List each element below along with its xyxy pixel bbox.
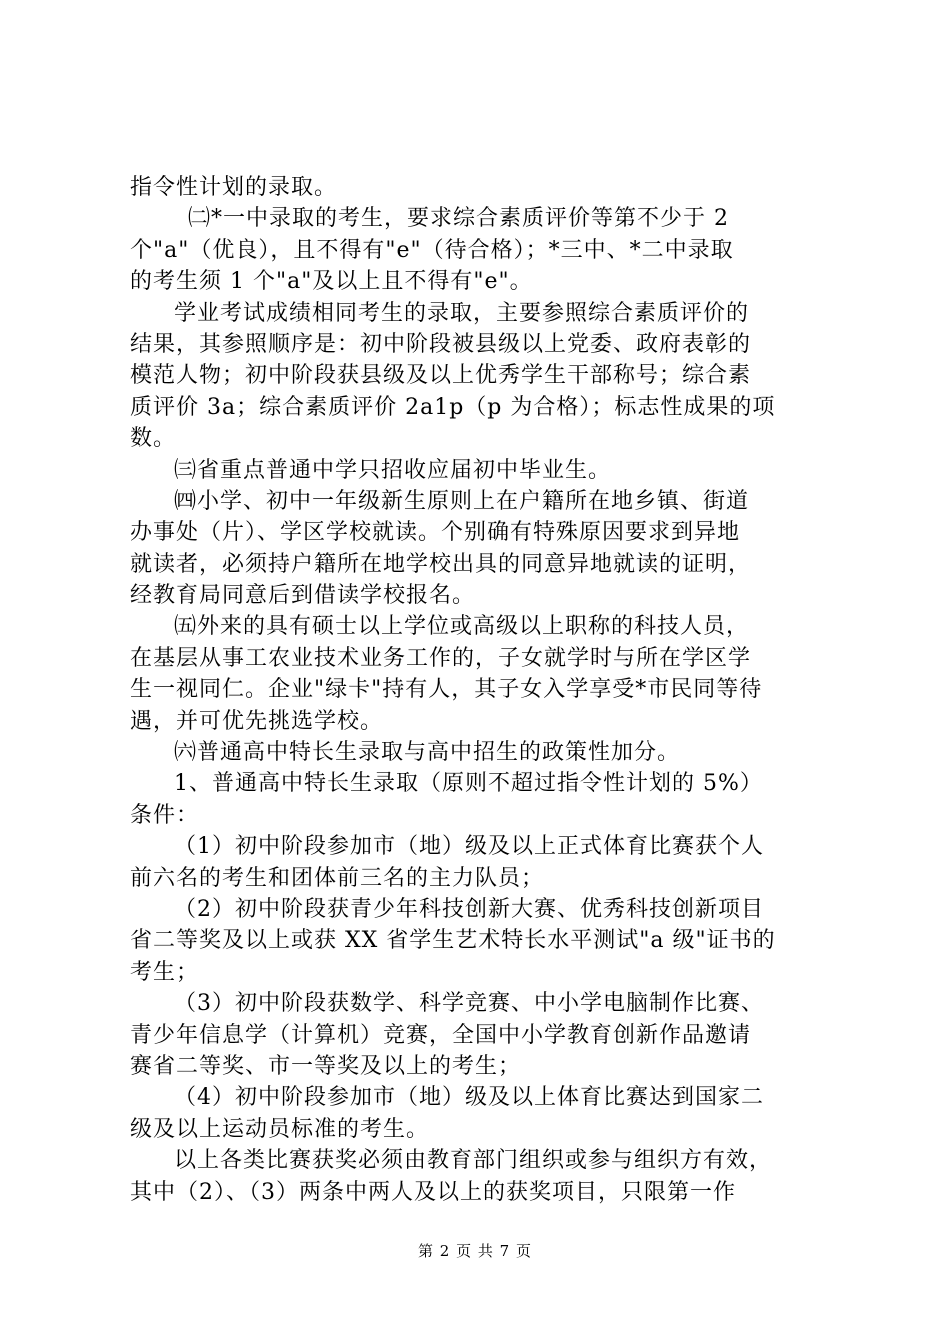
text-line: 赛省二等奖、市一等奖及以上的考生； xyxy=(130,1053,522,1079)
page-footer: 第 2 页 共 7 页 xyxy=(418,1242,532,1260)
text-line: 生一视同仁。企业"绿卡"持有人，其子女入学享受*市民同等待 xyxy=(130,677,763,703)
text-line: 学业考试成绩相同考生的录取，主要参照综合素质评价的 xyxy=(174,300,750,326)
document-body xyxy=(130,172,830,1208)
text-line: ㈥普通高中特长生录取与高中招生的政策性加分。 xyxy=(174,740,681,766)
text-line: 考生； xyxy=(130,959,200,985)
text-line: 青少年信息学（计算机）竞赛，全国中小学教育创新作品邀请 xyxy=(130,1022,752,1048)
text-line: ㈡*一中录取的考生，要求综合素质评价等第不少于 2 xyxy=(188,206,729,232)
text-line: 在基层从事工农业技术业务工作的，子女就学时与所在学区学 xyxy=(130,645,752,671)
text-line: 遇，并可优先挑选学校。 xyxy=(130,708,384,734)
text-line: 的考生须 1 个"a"及以上且不得有"e"。 xyxy=(130,269,533,295)
text-line: 条件： xyxy=(130,802,200,828)
text-line: 其中（2）、（3）两条中两人及以上的获奖项目，只限第一作 xyxy=(130,1179,736,1205)
text-line: 经教育局同意后到借读学校报名。 xyxy=(130,583,476,609)
text-line: 1、普通高中特长生录取（原则不超过指令性计划的 5%） xyxy=(174,771,763,797)
text-line: （3）初中阶段获数学、科学竞赛、中小学电脑制作比赛、 xyxy=(174,991,764,1017)
text-line: ㈢省重点普通中学只招收应届初中毕业生。 xyxy=(174,457,612,483)
text-line: 结果，其参照顺序是：初中阶段被县级以上党委、政府表彰的 xyxy=(130,331,752,357)
text-line: 指令性计划的录取。 xyxy=(130,175,338,200)
text-line: ㈤外来的具有硕士以上学位或高级以上职称的科技人员， xyxy=(174,614,750,640)
text-line: 级及以上运动员标准的考生。 xyxy=(130,1116,430,1142)
text-line: 数。 xyxy=(130,426,177,452)
text-line: 前六名的考生和团体前三名的主力队员； xyxy=(130,865,545,891)
text-line: （1）初中阶段参加市（地）级及以上正式体育比赛获个人 xyxy=(174,834,764,860)
text-line: ㈣小学、初中一年级新生原则上在户籍所在地乡镇、街道 xyxy=(174,488,750,514)
text-line: 省二等奖及以上或获 XX 省学生艺术特长水平测试"a 级"证书的 xyxy=(130,928,776,954)
text-line: 质评价 3a；综合素质评价 2a1p（p 为合格）；标志性成果的项 xyxy=(130,394,776,420)
text-line: 模范人物；初中阶段获县级及以上优秀学生干部称号；综合素 xyxy=(130,363,752,389)
text-line: 就读者，必须持户籍所在地学校出具的同意异地就读的证明， xyxy=(130,551,752,577)
text-line: （4）初中阶段参加市（地）级及以上体育比赛达到国家二 xyxy=(174,1085,764,1111)
text-line: 个"a"（优良），且不得有"e"（待合格）；*三中、*二中录取 xyxy=(130,237,734,263)
text-line: 办事处（片）、学区学校就读。个别确有特殊原因要求到异地 xyxy=(130,520,741,546)
text-line: （2）初中阶段获青少年科技创新大赛、优秀科技创新项目 xyxy=(174,896,764,922)
text-line: 以上各类比赛获奖必须由教育部门组织或参与组织方有效， xyxy=(174,1148,773,1174)
